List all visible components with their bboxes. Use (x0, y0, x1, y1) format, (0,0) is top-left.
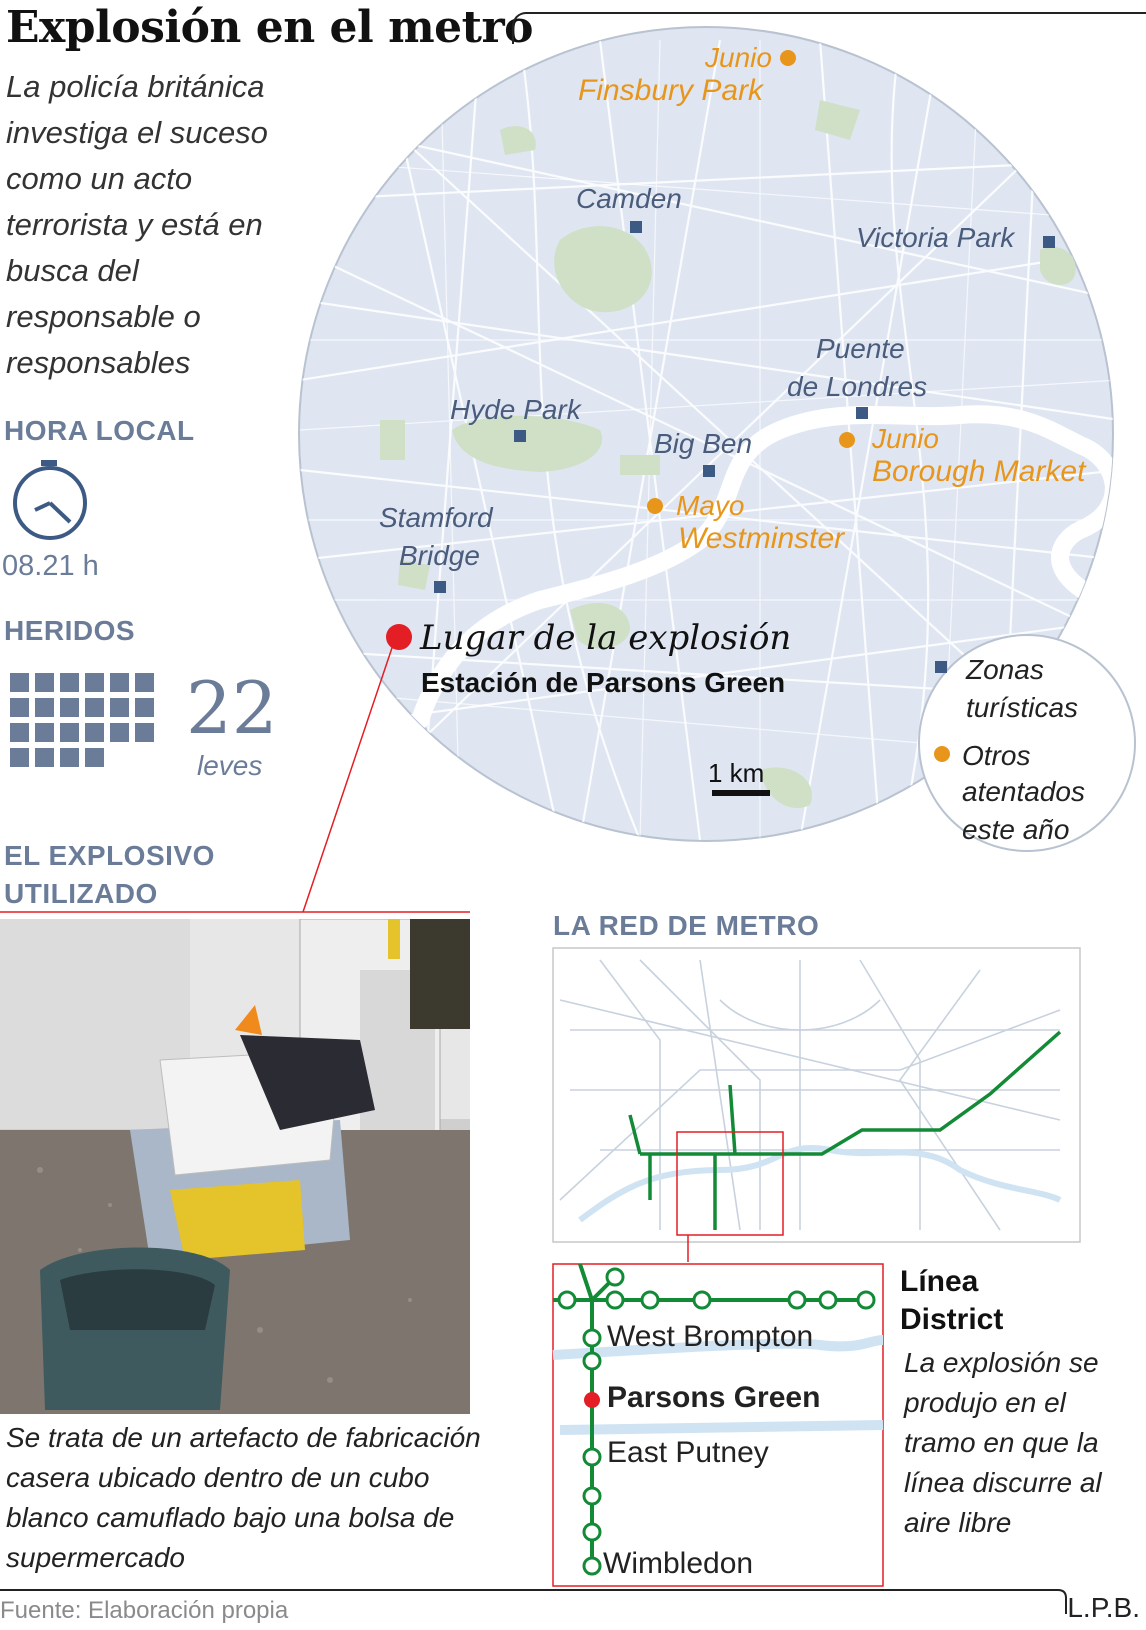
explosion-station: Estación de Parsons Green (421, 667, 786, 698)
explosion-leader-line (303, 636, 396, 912)
big-ben-label: Big Ben (654, 428, 753, 459)
hyde-park-label: Hyde Park (450, 394, 581, 425)
injured-square (10, 723, 29, 742)
injured-square (110, 723, 129, 742)
parsons-green-marker (584, 1392, 600, 1408)
scale-bar (712, 790, 770, 796)
district-title-2: District (900, 1303, 1004, 1336)
scale-label: 1 km (708, 758, 765, 788)
heridos-desc: leves (197, 750, 263, 781)
hora-local-label: HORA LOCAL (4, 415, 195, 446)
legend-other-3: este año (962, 814, 1070, 845)
puente-label-2: de Londres (787, 371, 928, 402)
legend-other-1: Otros (962, 740, 1031, 771)
injured-square (60, 723, 79, 742)
footer-author: L.P.B. (1067, 1592, 1140, 1623)
legend-tourist-1: Zonas (966, 654, 1044, 685)
metro-network-map (553, 948, 1080, 1262)
hora-local-value: 08.21 h (2, 550, 99, 582)
explosive-label-line2: UTILIZADO (4, 878, 158, 909)
station-parsons-green: Parsons Green (607, 1381, 821, 1414)
intro-text: La policía británica investiga el suceso como un acto terrorista y está en busca del responsable o responsables (6, 69, 268, 380)
explosive-label (4, 837, 215, 913)
finsbury-name: Finsbury Park (578, 74, 764, 107)
puente-label-1: Puente (816, 333, 905, 364)
heridos-count: 22 (186, 666, 278, 750)
district-title (900, 1263, 1003, 1339)
injured-square (10, 698, 29, 717)
borough-month: Junio (872, 423, 939, 454)
page-title: Explosión en el metro (6, 2, 533, 53)
legend-other-2: atentados (962, 776, 1085, 807)
finsbury-month: Junio (705, 42, 772, 73)
injured-square (85, 673, 104, 692)
network-label: LA RED DE METRO (553, 910, 820, 941)
injured-square (60, 748, 79, 767)
injured-square (85, 723, 104, 742)
injured-square (35, 673, 54, 692)
injured-square (85, 698, 104, 717)
injured-square (60, 698, 79, 717)
westminster-name: Westminster (678, 522, 845, 555)
legend-attack-swatch (934, 746, 950, 762)
injured-square (85, 748, 104, 767)
injured-square (110, 698, 129, 717)
camden-label: Camden (576, 183, 682, 214)
westminster-month: Mayo (676, 490, 745, 521)
injured-square (35, 748, 54, 767)
injured-square (135, 673, 154, 692)
injured-square (110, 673, 129, 692)
explosive-photo (0, 919, 470, 1420)
legend-tourist-swatch (935, 661, 947, 673)
district-title-1: Línea (900, 1265, 979, 1298)
station-east-putney: East Putney (607, 1436, 769, 1469)
explosive-caption: Se trata de un artefacto de fabricación casera ubicado dentro de un cubo blanco camuflado bajo una bolsa de supermercado (6, 1422, 481, 1573)
footer-source: Fuente: Elaboración propia (0, 1597, 289, 1624)
explosive-label-line1: EL EXPLOSIVO (4, 840, 215, 871)
injured-squares (10, 673, 154, 767)
legend-tourist-2: turísticas (966, 692, 1079, 723)
stamford-label-1: Stamford (379, 502, 493, 533)
borough-name: Borough Market (872, 455, 1086, 488)
district-desc: La explosión se produjo en el tramo en que la línea discurre al aire libre (904, 1347, 1102, 1538)
district-line-detail (553, 1264, 883, 1586)
injured-square (135, 723, 154, 742)
injured-square (135, 698, 154, 717)
station-wimbledon: Wimbledon (603, 1547, 754, 1580)
station-west-brompton: West Brompton (607, 1320, 814, 1353)
injured-square (35, 723, 54, 742)
clock-icon (15, 460, 85, 538)
heridos-label: HERIDOS (4, 615, 136, 646)
explosion-title: Lugar de la explosión (420, 618, 792, 658)
injured-square (60, 673, 79, 692)
victoria-park-label: Victoria Park (856, 222, 1015, 253)
explosion-marker (386, 624, 412, 650)
stamford-label-2: Bridge (399, 540, 480, 571)
injured-square (35, 698, 54, 717)
injured-square (10, 748, 29, 767)
injured-square (10, 673, 29, 692)
